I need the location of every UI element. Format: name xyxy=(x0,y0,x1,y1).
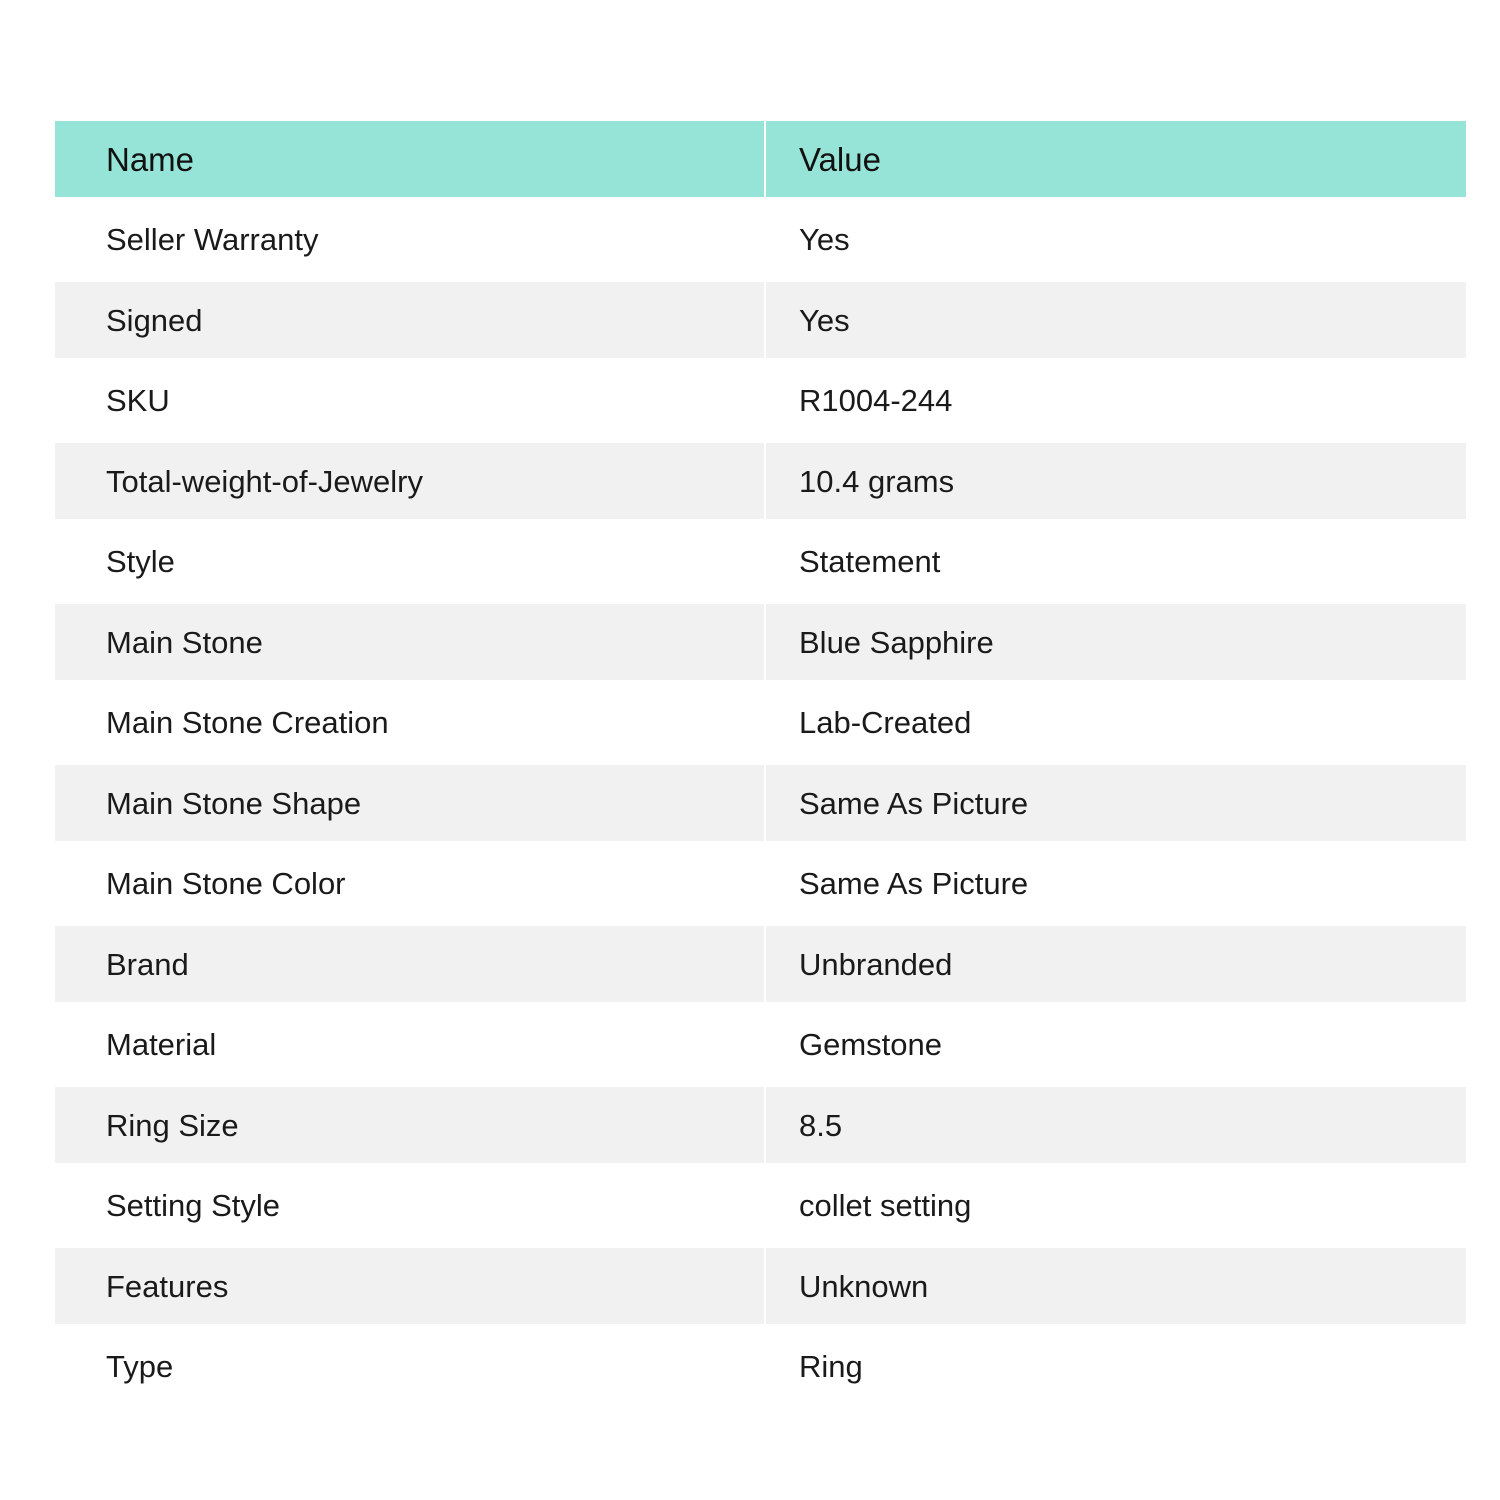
table-row xyxy=(55,358,1466,443)
table-row xyxy=(55,282,1466,358)
row-value-cell: Unbranded xyxy=(799,946,953,982)
table-row xyxy=(55,1163,1466,1248)
row-name-cell: Type xyxy=(55,1324,766,1409)
table-row xyxy=(55,841,1466,926)
row-name-cell: Signed xyxy=(55,282,766,358)
table-row xyxy=(55,519,1466,604)
table-row xyxy=(55,680,1466,765)
row-name-cell: Features xyxy=(55,1248,766,1324)
row-value-cell: Yes xyxy=(799,222,850,257)
header-name-cell: Name xyxy=(55,121,766,197)
row-value-cell: Same As Picture xyxy=(799,866,1029,901)
row-value-cell: Unknown xyxy=(799,1268,929,1304)
table-row xyxy=(55,1248,1466,1324)
row-value-cell: 8.5 xyxy=(799,1107,843,1143)
row-name-cell: Main Stone Color xyxy=(55,841,766,926)
row-value-cell: Yes xyxy=(799,302,850,338)
table-row xyxy=(55,926,1466,1002)
row-value-cell: Statement xyxy=(799,544,941,579)
table-row xyxy=(55,1087,1466,1163)
row-name-cell: Main Stone Shape xyxy=(55,765,766,841)
row-value-cell: Gemstone xyxy=(799,1027,943,1062)
row-value-cell: Lab-Created xyxy=(799,705,972,740)
row-value-cell: Same As Picture xyxy=(799,785,1029,821)
row-name-cell: Brand xyxy=(55,926,766,1002)
row-name-cell: Ring Size xyxy=(55,1087,766,1163)
table-row xyxy=(55,604,1466,680)
table-row xyxy=(55,1324,1466,1409)
table-header-row xyxy=(55,121,1466,197)
row-value-cell: Blue Sapphire xyxy=(799,624,994,660)
table-row xyxy=(55,765,1466,841)
row-name-cell: Main Stone xyxy=(55,604,766,680)
row-value-cell: collet setting xyxy=(799,1188,972,1223)
table-row xyxy=(55,443,1466,519)
row-value-cell: Ring xyxy=(799,1349,863,1384)
row-name-cell: Style xyxy=(55,519,766,604)
row-name-cell: Total-weight-of-Jewelry xyxy=(55,443,766,519)
row-name-cell: Main Stone Creation xyxy=(55,680,766,765)
row-name-cell: Seller Warranty xyxy=(55,197,766,282)
row-name-cell: Material xyxy=(55,1002,766,1087)
row-value-cell: 10.4 grams xyxy=(799,463,955,499)
item-specifics-table xyxy=(55,121,1466,1409)
header-value-cell: Value xyxy=(799,140,881,178)
row-value-cell: R1004-244 xyxy=(799,383,953,418)
table-row xyxy=(55,1002,1466,1087)
table-row xyxy=(55,197,1466,282)
row-name-cell: SKU xyxy=(55,358,766,443)
row-name-cell: Setting Style xyxy=(55,1163,766,1248)
